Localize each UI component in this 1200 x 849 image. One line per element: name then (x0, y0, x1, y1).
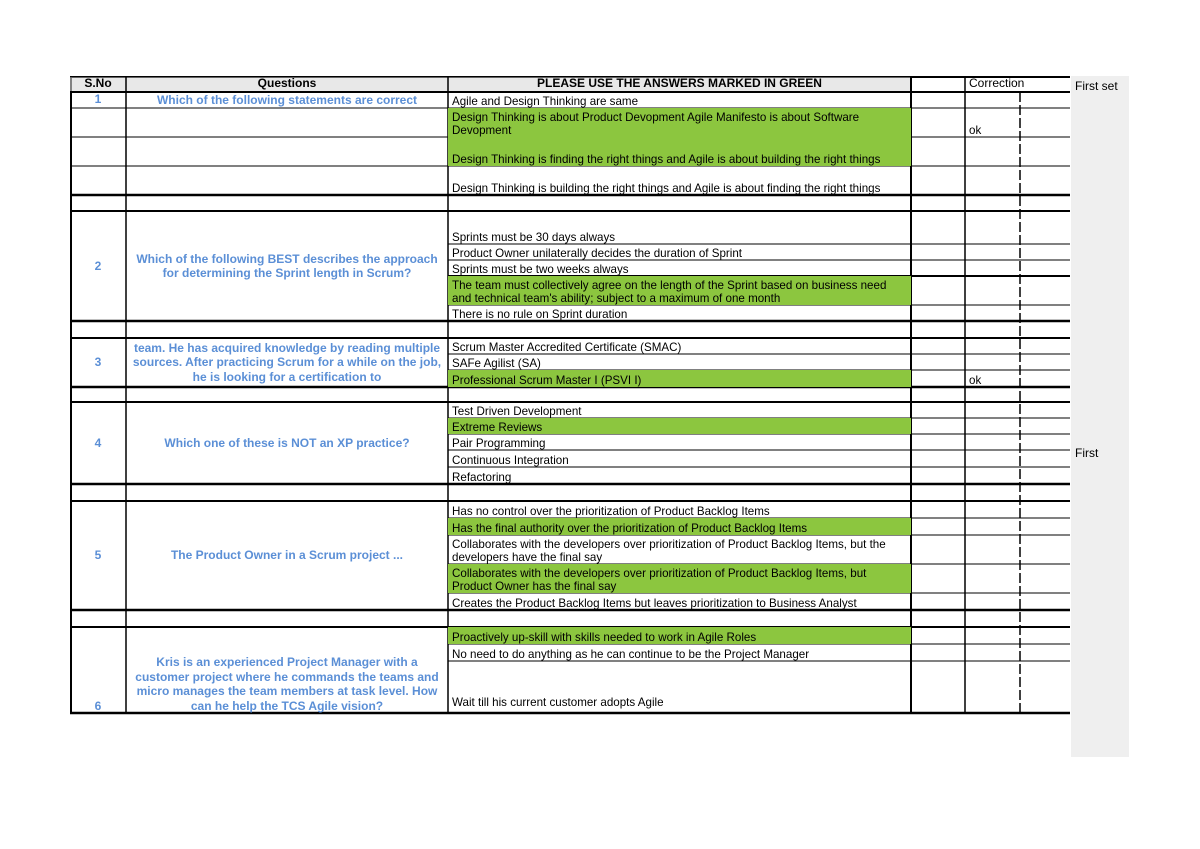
answer-option: Continuous Integration (452, 454, 569, 467)
question-text (126, 402, 448, 484)
answer-option: Wait till his current customer adopts Agile (452, 696, 664, 709)
header-questions: Questions (257, 77, 317, 90)
question-text: Which of the following statements are correct (156, 93, 418, 107)
correction-mark: ok (969, 124, 982, 137)
answer-option-correct: Proactively up-skill with skills needed to work in Agile Roles (448, 627, 911, 644)
header-correction: Correction (969, 77, 1025, 90)
answer-option-correct: Design Thinking is about Product Devopment Agile Manifesto is about Software Devopment (448, 108, 911, 137)
question-text (126, 211, 448, 321)
answer-option: Collaborates with the developers over prioritization of Product Backlog Items, but the developers have the final say (452, 538, 886, 564)
answer-option: Product Owner unilaterally decides the duration of Sprint (452, 247, 743, 260)
question-text-content: Which one of these is NOT an XP practice? (164, 435, 410, 450)
answer-option-correct: Has the final authority over the prioritization of Product Backlog Items (448, 518, 911, 535)
answer-option-correct: Collaborates with the developers over prioritization of Product Backlog Items, but Product Owner has the final say (448, 564, 911, 593)
answer-option-correct: Extreme Reviews (448, 418, 911, 434)
correction-mark: ok (969, 374, 982, 387)
question-text (126, 627, 448, 713)
question-number: 6 (94, 699, 102, 713)
question-text (126, 338, 448, 387)
answer-option: Has no control over the prioritization of Product Backlog Items (452, 505, 770, 518)
answer-option: No need to do anything as he can continue to be the Project Manager (452, 648, 810, 661)
answer-option: Pair Programming (452, 437, 546, 450)
answer-option: Agile and Design Thinking are same (452, 95, 639, 108)
side-label-first-set: First set (1075, 79, 1118, 93)
question-text-content: Which of the following BEST describes the approach for determining the Sprint length in Scrum? (136, 251, 438, 280)
answer-option: Test Driven Development (452, 405, 582, 418)
side-label-first: First (1075, 446, 1099, 460)
header-answers: PLEASE USE THE ANSWERS MARKED IN GREEN (537, 77, 822, 90)
question-number: 3 (94, 355, 102, 369)
quiz-sheet (70, 76, 1070, 714)
answer-option: Refactoring (452, 471, 512, 484)
answer-option: Sprints must be two weeks always (452, 263, 629, 276)
answer-option: Scrum Master Accredited Certificate (SMAC) (452, 341, 682, 354)
answer-option: Sprints must be 30 days always (452, 231, 616, 244)
question-number: 2 (94, 258, 102, 273)
question-text-content: team. He has acquired knowledge by reading multiple sources. After practicing Scrum for a while on the job, he is looking for a certification to (132, 340, 442, 384)
answer-option-correct: The team must collectively agree on the length of the Sprint based on business need and technical team's ability; subject to a maximum of one month (448, 276, 911, 305)
answer-option: SAFe Agilist (SA) (452, 357, 541, 370)
question-text (126, 501, 448, 610)
answer-option: Design Thinking is building the right things and Agile is about finding the right things (452, 182, 881, 195)
answer-option-correct: Design Thinking is finding the right things and Agile is about building the right things (448, 137, 911, 166)
question-number: 1 (94, 93, 102, 106)
answer-option-correct: Professional Scrum Master I (PSVI I) (448, 370, 911, 387)
question-number: 5 (94, 548, 102, 562)
question-text-content: Kris is an experienced Project Manager with a customer project where he commands the teams and micro manages the team members at task level. How can he help the TCS Agile vision? (135, 655, 439, 713)
answer-option: There is no rule on Sprint duration (452, 308, 628, 321)
answer-option: Creates the Product Backlog Items but leaves prioritization to Business Analyst (452, 597, 857, 610)
question-number: 4 (94, 435, 102, 450)
question-text-content: The Product Owner in a Scrum project ... (170, 548, 404, 563)
side-panel (1071, 76, 1129, 757)
header-sno: S.No (84, 77, 112, 90)
